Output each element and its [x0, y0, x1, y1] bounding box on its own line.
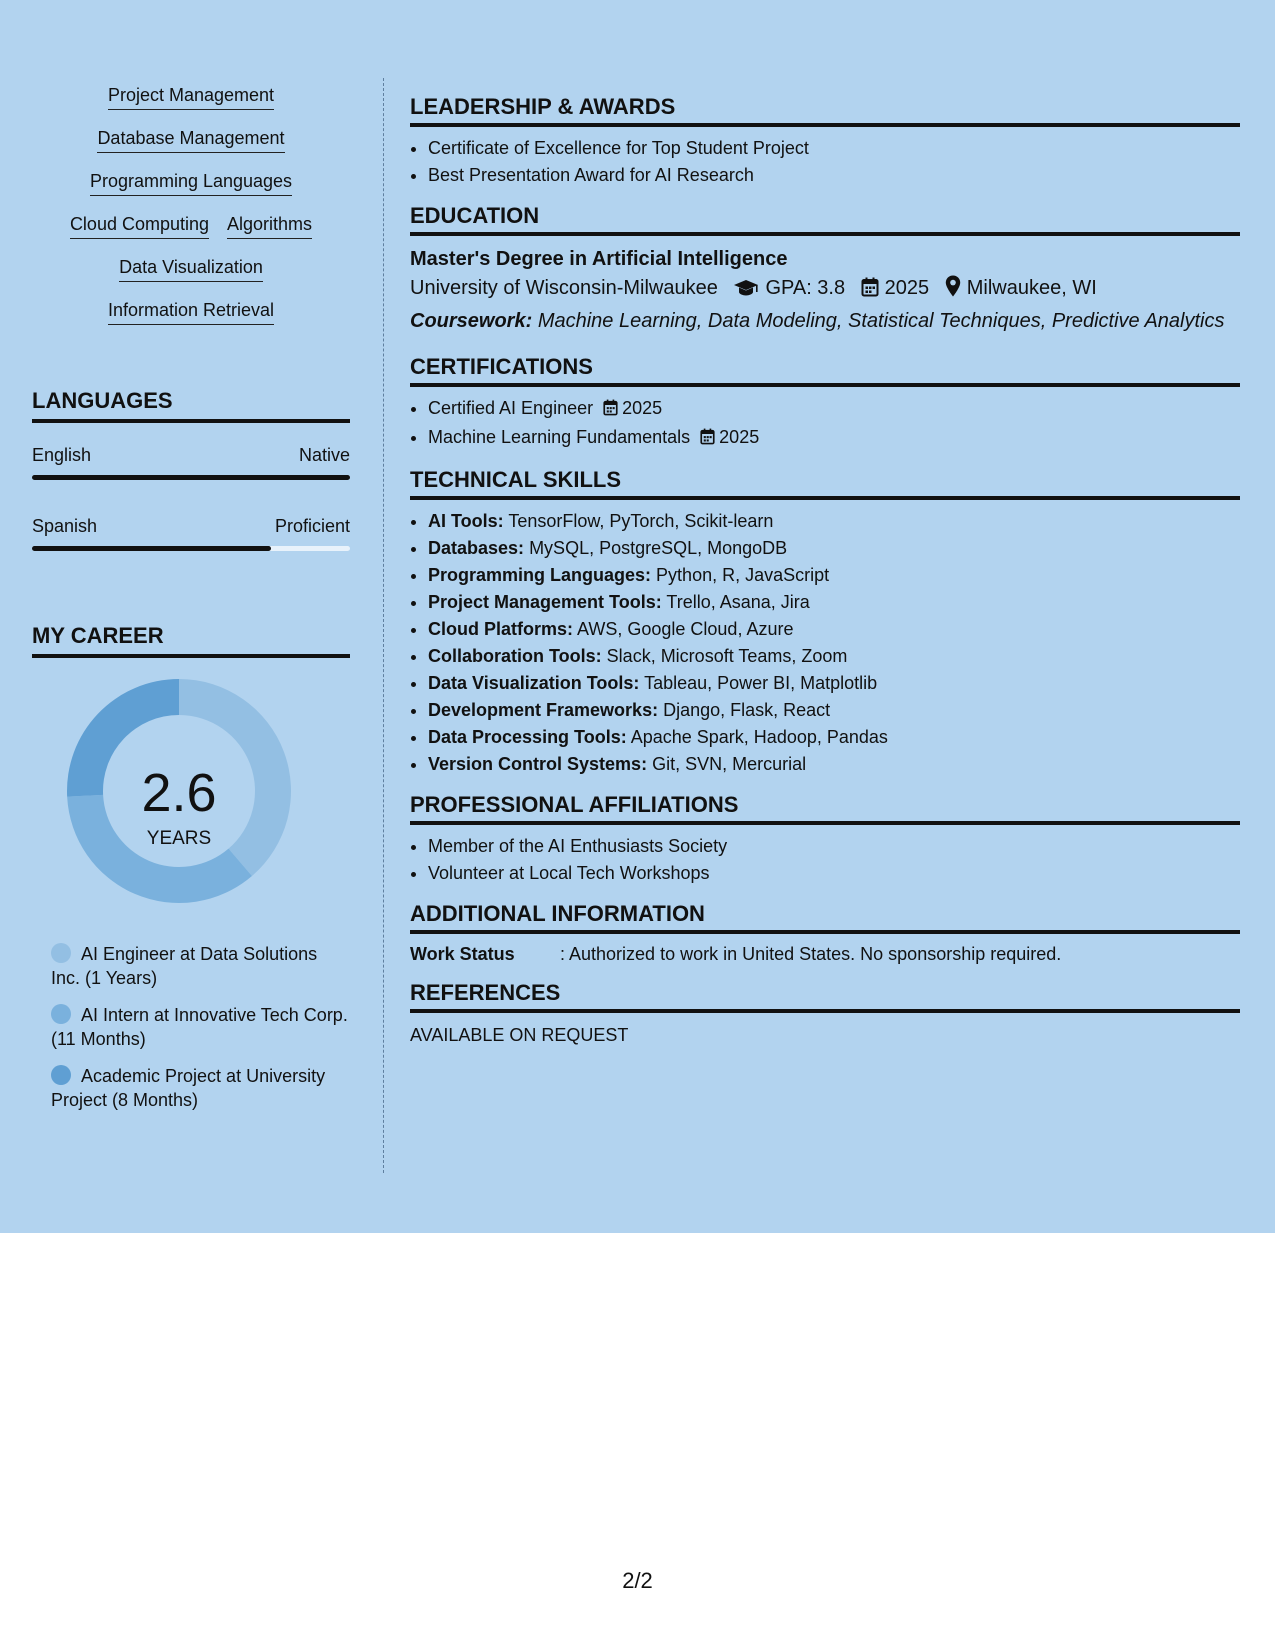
main-column	[410, 94, 1240, 1056]
skill-category: Development Frameworks:	[428, 700, 659, 720]
calendar-icon	[700, 426, 715, 453]
graduation-cap-icon	[733, 276, 759, 306]
leadership-section	[410, 94, 1240, 189]
column-divider	[383, 78, 384, 1173]
skill-tag: Project Management	[108, 84, 274, 110]
section-heading: CERTIFICATIONS	[410, 354, 1240, 387]
work-status-row	[410, 942, 1240, 966]
skill-values: Git, SVN, Mercurial	[652, 754, 807, 774]
skill-tag: Programming Languages	[90, 170, 292, 196]
skill-values: TensorFlow, PyTorch, Scikit-learn	[508, 511, 774, 531]
skill-values: Tableau, Power BI, Matplotlib	[644, 673, 878, 693]
skill-values: Python, R, JavaScript	[656, 565, 830, 585]
language-bar	[32, 475, 350, 480]
list-item: • Best Presentation Award for AI Research	[428, 162, 1240, 189]
language-bar-fill	[32, 546, 271, 551]
skill-values: Apache Spark, Hadoop, Pandas	[630, 727, 888, 747]
skill-category: Programming Languages:	[428, 565, 652, 585]
work-status-value: : Authorized to work in United States. No sponsorship required.	[560, 944, 1062, 964]
language-level: Native	[298, 445, 350, 465]
language-bar-fill	[32, 475, 350, 480]
skill-tag: Information Retrieval	[108, 299, 274, 325]
section-heading: REFERENCES	[410, 980, 1240, 1013]
skill-category: Project Management Tools:	[428, 592, 662, 612]
references-section	[410, 980, 1240, 1046]
degree-title: Master's Degree in Artificial Intelligence	[410, 248, 788, 270]
school-location: Milwaukee, WI	[966, 277, 1097, 299]
list-item: • Member of the AI Enthusiasts Society	[428, 833, 1240, 860]
affiliations-section	[410, 792, 1240, 887]
legend-dot	[51, 1065, 71, 1085]
coursework-list: Machine Learning, Data Modeling, Statistical Techniques, Predictive Analytics	[537, 310, 1225, 332]
section-heading: LEADERSHIP & AWARDS	[410, 94, 1240, 127]
career-donut-chart	[32, 666, 350, 916]
certification-year: 2025	[719, 427, 760, 447]
list-item	[428, 724, 1240, 751]
language-bar	[32, 546, 350, 551]
location-pin-icon	[945, 275, 961, 306]
skill-values: Django, Flask, React	[663, 700, 831, 720]
career-total-value: 2.6	[141, 763, 217, 823]
skill-tag: Data Visualization	[119, 256, 263, 282]
career-legend-label: Academic Project at University Project (8 Months)	[51, 1066, 326, 1110]
legend-dot	[51, 943, 71, 963]
calendar-icon	[603, 397, 618, 424]
list-item	[428, 697, 1240, 724]
skill-tag: Algorithms	[227, 213, 312, 239]
work-status-key: Work Status	[410, 944, 515, 964]
skills-tag-list	[32, 84, 350, 342]
skill-category: Collaboration Tools:	[428, 646, 602, 666]
additional-info-section	[410, 901, 1240, 966]
graduation-year: 2025	[884, 277, 930, 299]
skill-category: Databases:	[428, 538, 525, 558]
list-item	[428, 424, 1240, 453]
language-list	[32, 445, 350, 551]
career-legend	[32, 942, 350, 1112]
career-legend-item	[51, 1003, 350, 1051]
skill-values: Trello, Asana, Jira	[666, 592, 810, 612]
career-legend-item	[51, 942, 350, 990]
certifications-section	[410, 354, 1240, 453]
section-heading: ADDITIONAL INFORMATION	[410, 901, 1240, 934]
education-section	[410, 203, 1240, 336]
skill-tag: Cloud Computing	[70, 213, 209, 239]
list-item	[428, 395, 1240, 424]
list-item	[428, 589, 1240, 616]
calendar-icon	[861, 276, 879, 306]
list-item	[428, 616, 1240, 643]
section-heading: TECHNICAL SKILLS	[410, 467, 1240, 500]
list-item	[428, 535, 1240, 562]
language-row	[32, 516, 350, 537]
legend-dot	[51, 1004, 71, 1024]
references-text: AVAILABLE ON REQUEST	[410, 1025, 629, 1045]
list-item: • Certificate of Excellence for Top Student Project	[428, 135, 1240, 162]
certification-year: 2025	[622, 398, 663, 418]
languages-heading: LANGUAGES	[32, 388, 350, 423]
certification-name: Machine Learning Fundamentals	[428, 427, 691, 447]
page-number: 2/2	[622, 1568, 653, 1593]
language-name: Spanish	[32, 516, 98, 536]
career-total-unit: YEARS	[146, 828, 212, 849]
technical-skills-section	[410, 467, 1240, 778]
gpa: GPA: 3.8	[765, 277, 846, 299]
language-row	[32, 445, 350, 466]
school-name: University of Wisconsin-Milwaukee	[410, 277, 718, 299]
skill-category: Data Visualization Tools:	[428, 673, 640, 693]
skill-values: AWS, Google Cloud, Azure	[577, 619, 794, 639]
section-heading: EDUCATION	[410, 203, 1240, 236]
list-item	[428, 670, 1240, 697]
career-legend-label: AI Intern at Innovative Tech Corp. (11 Months)	[51, 1005, 348, 1049]
skill-tag: Database Management	[97, 127, 284, 153]
list-item	[428, 508, 1240, 535]
language-level: Proficient	[274, 516, 350, 536]
list-item	[428, 562, 1240, 589]
section-heading: PROFESSIONAL AFFILIATIONS	[410, 792, 1240, 825]
skill-values: Slack, Microsoft Teams, Zoom	[606, 646, 848, 666]
school-line	[410, 273, 1240, 306]
sidebar	[32, 84, 350, 1125]
list-item	[428, 751, 1240, 778]
skill-category: Data Processing Tools:	[428, 727, 627, 747]
skill-category: Cloud Platforms:	[428, 619, 574, 639]
skill-values: MySQL, PostgreSQL, MongoDB	[529, 538, 788, 558]
certification-name: Certified AI Engineer	[428, 398, 594, 418]
career-legend-label: AI Engineer at Data Solutions Inc. (1 Years)	[51, 944, 318, 988]
skill-category: Version Control Systems:	[428, 754, 648, 774]
skill-category: AI Tools:	[428, 511, 504, 531]
coursework	[410, 306, 1240, 336]
coursework-label: Coursework:	[410, 310, 533, 332]
career-legend-item	[51, 1064, 350, 1112]
list-item: • Volunteer at Local Tech Workshops	[428, 860, 1240, 887]
language-name: English	[32, 445, 92, 465]
career-heading: MY CAREER	[32, 623, 350, 658]
list-item	[428, 643, 1240, 670]
